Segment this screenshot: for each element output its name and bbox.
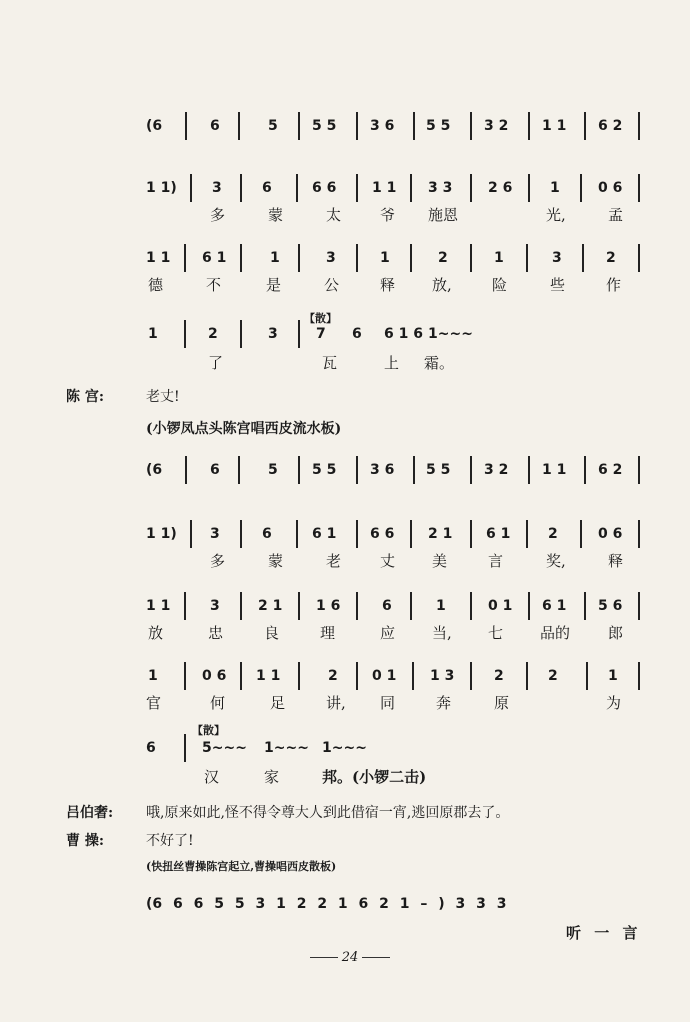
barline (528, 174, 530, 202)
barline (470, 662, 472, 690)
barline (528, 112, 530, 140)
barline (638, 244, 640, 272)
barline (356, 244, 358, 272)
lyric: 不 (206, 276, 222, 294)
barline (190, 520, 192, 548)
note: 6 (382, 598, 392, 614)
note: 2 6 (488, 180, 513, 196)
barline (470, 112, 472, 140)
barline (526, 662, 528, 690)
barline (410, 174, 412, 202)
note: 6 6 (370, 526, 395, 542)
lyric: 为 (606, 694, 622, 712)
note: 1 1 (146, 598, 171, 614)
note: 2 (208, 326, 218, 342)
speaker-label: 陈 宫: (66, 389, 105, 405)
barline (410, 520, 412, 548)
barline (238, 112, 240, 140)
notation-line-9 (0, 724, 690, 762)
note: 1 (550, 180, 560, 196)
note: 7 (316, 326, 326, 342)
barline (526, 244, 528, 272)
note: 1 1 (542, 462, 567, 478)
tempo-mark: 【散】 (304, 312, 337, 325)
note: 5~~~ (202, 740, 247, 756)
barline (582, 244, 584, 272)
note: 1 (148, 668, 158, 684)
lyric: 太 (326, 206, 342, 224)
note: 5 5 (426, 462, 451, 478)
lyric: 足 (270, 694, 286, 712)
lyric: 德 (148, 276, 164, 294)
note: 2 1 (258, 598, 283, 614)
note: 1 6 (316, 598, 341, 614)
lyric: 蒙 (268, 552, 284, 570)
dialogue-text: 老丈! (146, 389, 180, 405)
note: 6 6 (312, 180, 337, 196)
lyric: 奔 (436, 694, 452, 712)
notation-line-5 (0, 462, 690, 484)
lyric: 放, (432, 276, 452, 294)
note: 1 1) (146, 180, 177, 196)
tempo-mark: 【散】 (192, 724, 225, 737)
barline (240, 320, 242, 348)
lyric: 忠 (208, 624, 224, 642)
barline (580, 520, 582, 548)
lyric: 些 (550, 276, 566, 294)
note: 1 (494, 250, 504, 266)
note: (6 (146, 118, 163, 134)
note: 3 6 (370, 118, 395, 134)
barline (584, 456, 586, 484)
note: 1 1) (146, 526, 177, 542)
barline (638, 174, 640, 202)
barline (470, 244, 472, 272)
barline (240, 662, 242, 690)
barline (240, 520, 242, 548)
barline (470, 520, 472, 548)
barline (238, 456, 240, 484)
barline (298, 112, 300, 140)
barline (470, 174, 472, 202)
barline (356, 456, 358, 484)
note: 5 5 (312, 118, 337, 134)
barline (638, 662, 640, 690)
note: 6 1 6 (384, 326, 423, 342)
barline (584, 112, 586, 140)
lyric-line-8 (0, 692, 690, 714)
note: 5 5 (312, 462, 337, 478)
note: 6 (352, 326, 362, 342)
barline (296, 520, 298, 548)
note: 1 1 (146, 250, 171, 266)
lyric: 释 (608, 552, 624, 570)
barline (184, 734, 186, 762)
note: 3 (326, 250, 336, 266)
note: 1 (608, 668, 618, 684)
lyric: 奖, (546, 552, 566, 570)
dialogue-text: 哦,原来如此,怪不得令尊大人到此借宿一宵,逃回原郡去了。 (146, 805, 510, 821)
notation-line-4 (0, 312, 690, 348)
lyric: 爷 (380, 206, 396, 224)
lyric: 作 (606, 276, 622, 294)
barline (298, 592, 300, 620)
barline (298, 320, 300, 348)
lyric: 讲, (326, 694, 346, 712)
note: 2 1 (428, 526, 453, 542)
barline (528, 592, 530, 620)
note: 1 1 (372, 180, 397, 196)
barline (184, 662, 186, 690)
barline (638, 592, 640, 620)
speaker-label: 曹 操: (66, 833, 105, 849)
lyric-line-3 (0, 274, 690, 296)
note: 2 (494, 668, 504, 684)
note: 2 (548, 526, 558, 542)
note: 2 (606, 250, 616, 266)
lyric: 光, (546, 206, 566, 224)
lyric: 公 (324, 276, 340, 294)
note: 6 (210, 462, 220, 478)
barline (356, 662, 358, 690)
note: 1 (148, 326, 158, 342)
barline (356, 520, 358, 548)
note: 6 2 (598, 462, 623, 478)
barline (410, 244, 412, 272)
note: 1~~~ (322, 740, 367, 756)
barline (184, 244, 186, 272)
notation-line-7 (0, 598, 690, 620)
lyric: 汉 (204, 768, 220, 786)
stage-direction: (快扭丝曹操陈宫起立,曹操唱西皮散板) (146, 860, 337, 873)
barline (184, 320, 186, 348)
barline (410, 592, 412, 620)
lyric: 放 (148, 624, 164, 642)
barline (638, 456, 640, 484)
lyric-line-9 (0, 766, 690, 788)
note: 3 (552, 250, 562, 266)
barline (584, 592, 586, 620)
lyric: 上 (384, 354, 400, 372)
note: 1 3 (430, 668, 455, 684)
lyric: 七 (488, 624, 504, 642)
lyric: 多 (210, 206, 226, 224)
lyric-line-10: 听 一 言 (566, 924, 642, 942)
lyric-line-6 (0, 550, 690, 572)
note: 5 5 (426, 118, 451, 134)
notation-line-8 (0, 668, 690, 690)
page-number-text: 24 (341, 950, 359, 965)
lyric: 蒙 (268, 206, 284, 224)
note: 6 (210, 118, 220, 134)
barline (185, 456, 187, 484)
note: (6 (146, 462, 163, 478)
barline (240, 174, 242, 202)
note: 0 6 (598, 180, 623, 196)
barline (580, 174, 582, 202)
lyric: 何 (210, 694, 226, 712)
lyric-line-7 (0, 622, 690, 644)
barline (528, 456, 530, 484)
note: 3 3 (428, 180, 453, 196)
lyric: 良 (264, 624, 280, 642)
note: 2 (548, 668, 558, 684)
barline (356, 592, 358, 620)
lyric: 家 (264, 768, 280, 786)
note: 6 (146, 740, 156, 756)
note: 0 6 (202, 668, 227, 684)
barline (470, 456, 472, 484)
note: 3 (212, 180, 222, 196)
note: 3 6 (370, 462, 395, 478)
note: 0 1 (372, 668, 397, 684)
note: 6 1 (312, 526, 337, 542)
note: 1 (270, 250, 280, 266)
barline (298, 456, 300, 484)
lyric: 当, (432, 624, 452, 642)
note: 6 1 (542, 598, 567, 614)
note: 6 1 (486, 526, 511, 542)
note: 6 1 (202, 250, 227, 266)
note: 3 2 (484, 118, 509, 134)
note: 6 (262, 526, 272, 542)
lyric: 理 (320, 624, 336, 642)
barline (240, 592, 242, 620)
note: 1 (436, 598, 446, 614)
lyric-line-2 (0, 204, 690, 226)
lyric: 应 (380, 624, 396, 642)
lyric: 邦。(小锣二击) (322, 768, 427, 786)
note: 5 (268, 118, 278, 134)
note: 3 2 (484, 462, 509, 478)
lyric: 霜。 (424, 354, 455, 372)
note: 5 (268, 462, 278, 478)
note: 6 (262, 180, 272, 196)
lyric: 孟 (608, 206, 624, 224)
lyric: 郎 (608, 624, 624, 642)
lyric: 险 (492, 276, 508, 294)
note: 2 (328, 668, 338, 684)
note: 1~~~ (428, 326, 473, 342)
barline (356, 112, 358, 140)
barline (184, 592, 186, 620)
notation-line-3 (0, 250, 690, 272)
lyric: 了 (208, 354, 224, 372)
note: 6 2 (598, 118, 623, 134)
note: 0 6 (598, 526, 623, 542)
note: 1 (380, 250, 390, 266)
lyric: 是 (266, 276, 282, 294)
lyric: 瓦 (322, 354, 338, 372)
barline (586, 662, 588, 690)
lyric: 同 (380, 694, 396, 712)
lyric: 多 (210, 552, 226, 570)
dialogue-text: 不好了! (146, 833, 194, 849)
barline (298, 244, 300, 272)
note: 3 (268, 326, 278, 342)
note: 1 1 (542, 118, 567, 134)
note: 1~~~ (264, 740, 309, 756)
barline (296, 174, 298, 202)
barline (185, 112, 187, 140)
lyric: 施恩 (428, 206, 459, 224)
note: 1 1 (256, 668, 281, 684)
barline (190, 174, 192, 202)
barline (526, 520, 528, 548)
lyric-line-4 (0, 352, 690, 374)
lyric: 品的 (540, 624, 571, 642)
barline (470, 592, 472, 620)
notation-line-10: (6 6 6 5 5 3 1 2 2 1 6 2 1 – ) 3 3 3 (146, 896, 507, 912)
lyric: 释 (380, 276, 396, 294)
notation-line-2 (0, 180, 690, 202)
notation-line-6 (0, 526, 690, 548)
lyric: 丈 (380, 552, 396, 570)
speaker-label: 吕伯奢: (66, 805, 114, 821)
note: 2 (438, 250, 448, 266)
barline (412, 662, 414, 690)
lyric: 美 (432, 552, 448, 570)
barline (638, 112, 640, 140)
barline (638, 520, 640, 548)
barline (240, 244, 242, 272)
lyric: 老 (326, 552, 342, 570)
note: 3 (210, 526, 220, 542)
stage-direction: (小锣凤点头陈宫唱西皮流水板) (146, 421, 342, 437)
note: 0 1 (488, 598, 513, 614)
lyric: 言 (488, 552, 504, 570)
barline (298, 662, 300, 690)
lyric: 官 (146, 694, 162, 712)
page-number (300, 950, 400, 965)
barline (413, 456, 415, 484)
note: 5 6 (598, 598, 623, 614)
notation-line-1 (0, 118, 690, 140)
barline (413, 112, 415, 140)
note: 3 (210, 598, 220, 614)
barline (356, 174, 358, 202)
lyric: 原 (494, 694, 510, 712)
